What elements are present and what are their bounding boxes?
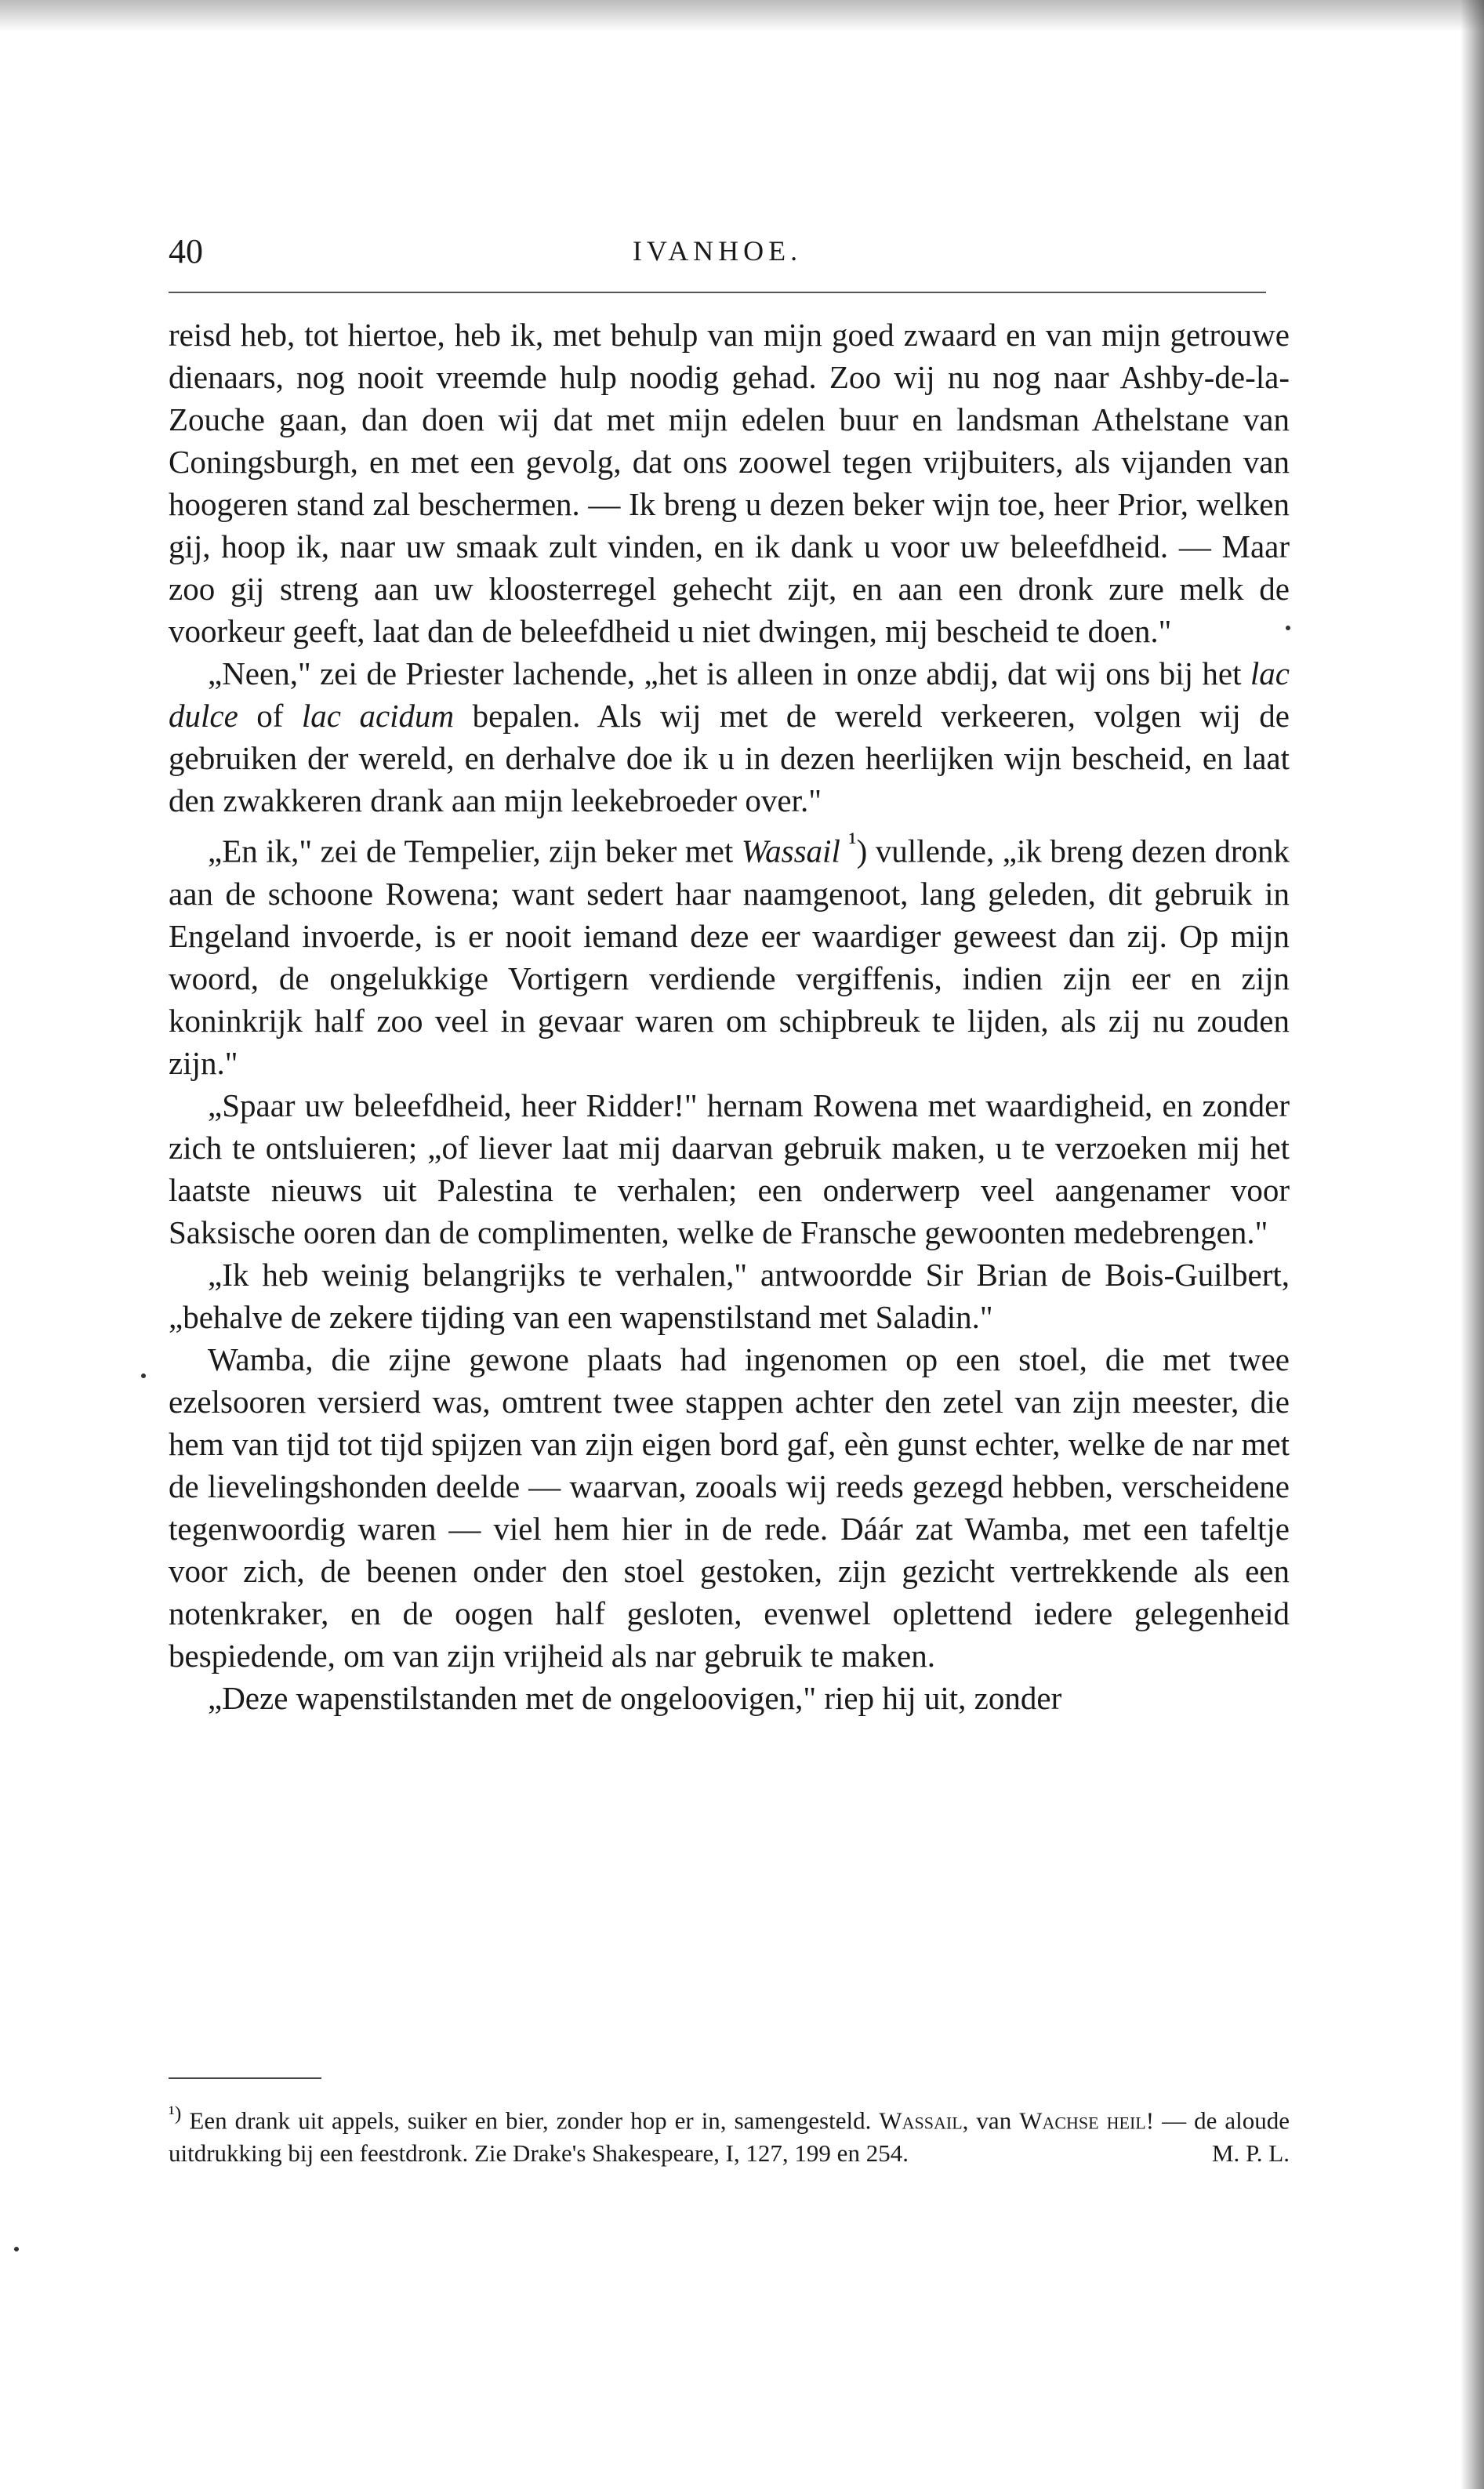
paragraph-2-italic-lac-acidum: lac acidum [301, 698, 455, 734]
footnote-text-c: ! — de aloude uitdrukking bij een feestdronk. Zie Drake's Shakespeare, I, 127, 199 en 254. [169, 2106, 1290, 2168]
paragraph-2-part-c: bepalen. Als wij met de wereld verkeeren, volgen wij de gebruiken der wereld, en derhalve doe ik u in dezen heerlijken wijn bescheid, en laat den zwakkeren drank aan mijn leekebroeder over." [169, 698, 1290, 818]
paragraph-3-part-a: „En ik," zei de Tempelier, zijn beker met [208, 833, 742, 869]
paragraph-1: reisd heb, tot hiertoe, heb ik, met behulp van mijn goed zwaard en van mijn getrouwe dienaars, nog nooit vreemde hulp noodig gehad. Zoo wij nu nog naar Ashby-de-la-Zouche gaan, dan doen wij dat met mijn edelen buur en landsman Athelstane van Coningsburgh, en met een gevolg, dat ons zoowel tegen vrijbuiters, als vijanden van hoogeren stand zal beschermen. — Ik breng u dezen beker wijn toe, heer Prior, welken gij, hoop ik, naar uw smaak zult vinden, en ik dank u voor uw beleefdheid. — Maar zoo gij streng aan uw kloosterregel gehecht zijt, en aan een dronk zure melk de voorkeur geeft, laat dan de beleefdheid u niet dwingen, mij bescheid te doen." [169, 317, 1290, 649]
footnote-text-a: Een drank uit appels, suiker en bier, zonder hop er in, samengesteld. [181, 2106, 880, 2135]
footnote-rule [169, 2077, 321, 2079]
footnote-smallcaps-wachse-heil: Wachse heil [1019, 2106, 1146, 2135]
footnotes [169, 2097, 1290, 2170]
footnote-signature: M. P. L. [1211, 2139, 1290, 2168]
footnote-reference: ¹ [848, 828, 857, 857]
paragraph-4: „Spaar uw beleefdheid, heer Ridder!" hernam Rowena met waardigheid, en zonder zich te ontsluieren; „of liever laat mij daarvan gebruik maken, u te verzoeken mij het laatste nieuws uit Palestina te verhalen; een onderwerp veel aangenamer voor Saksische ooren dan de complimenten, welke de Fransche gewoonten medebrengen." [169, 1087, 1290, 1250]
margin-speck [14, 2247, 19, 2251]
page-number: 40 [169, 232, 203, 270]
paragraph-2 [169, 652, 1290, 822]
paragraph-3 [169, 822, 1290, 1084]
paragraph-3-part-b: ) vullende, „ik breng dezen dronk aan de schoone Rowena; want sedert haar naamgenoot, lang geleden, dit gebruik in Engeland invoerde, is er nooit iemand deze eer waardiger geweest dan zij. Op mijn woord, de ongelukkige Vortigern verdiende vergiffenis, indien zijn eer en zijn koninkrijk half zoo veel in gevaar waren om schipbreuk te lijden, als zij nu zouden zijn." [169, 833, 1290, 1081]
paragraph-2-part-b: of [238, 698, 302, 734]
scan-edge-top [0, 0, 1484, 31]
paragraph-2-part-a: „Neen," zei de Priester lachende, „het is alleen in onze abdij, dat wij ons bij het [208, 655, 1250, 691]
footnote-1 [169, 2097, 1290, 2170]
footnote-smallcaps-wassail: Wassail [879, 2106, 963, 2135]
running-title: IVANHOE. [632, 235, 803, 267]
paragraph-7: „Deze wapenstilstanden met de ongeloovigen," riep hij uit, zonder [208, 1679, 1062, 1716]
footnote-text-b: , van [962, 2106, 1020, 2135]
margin-speck [1286, 626, 1290, 630]
page-header [169, 231, 1266, 278]
body-text [169, 314, 1290, 1719]
paragraph-5: „Ik heb weinig belangrijks te verhalen," antwoordde Sir Brian de Bois-Guilbert, „behalve de zekere tijding van een wapenstilstand met Saladin." [169, 1256, 1290, 1335]
header-rule [169, 292, 1266, 293]
margin-speck [141, 1373, 146, 1378]
scan-edge-right [1460, 0, 1484, 2489]
paragraph-6: Wamba, die zijne gewone plaats had ingenomen op een stoel, die met twee ezelsooren versierd was, omtrent twee stappen achter den zetel van zijn meester, die hem van tijd tot tijd spijzen van zijn eigen bord gaf, eèn gunst echter, welke de nar met de lievelingshonden deelde — waarvan, zooals wij reeds gezegd hebben, verscheidene tegenwoordig waren — viel hem hier in de rede. Dáár zat Wamba, met een tafeltje voor zich, de beenen onder den stoel gestoken, zijn gezicht vertrekkende als een notenkraker, en de oogen half gesloten, evenwel oplettend iedere gelegenheid bespiedende, om van zijn vrijheid als nar gebruik te maken. [169, 1341, 1290, 1674]
paragraph-2-italic-lac-dulce: lac dulce [169, 655, 1290, 734]
footnote-marker: ¹) [169, 2102, 182, 2124]
paragraph-3-italic-wassail: Wassail [741, 833, 840, 869]
